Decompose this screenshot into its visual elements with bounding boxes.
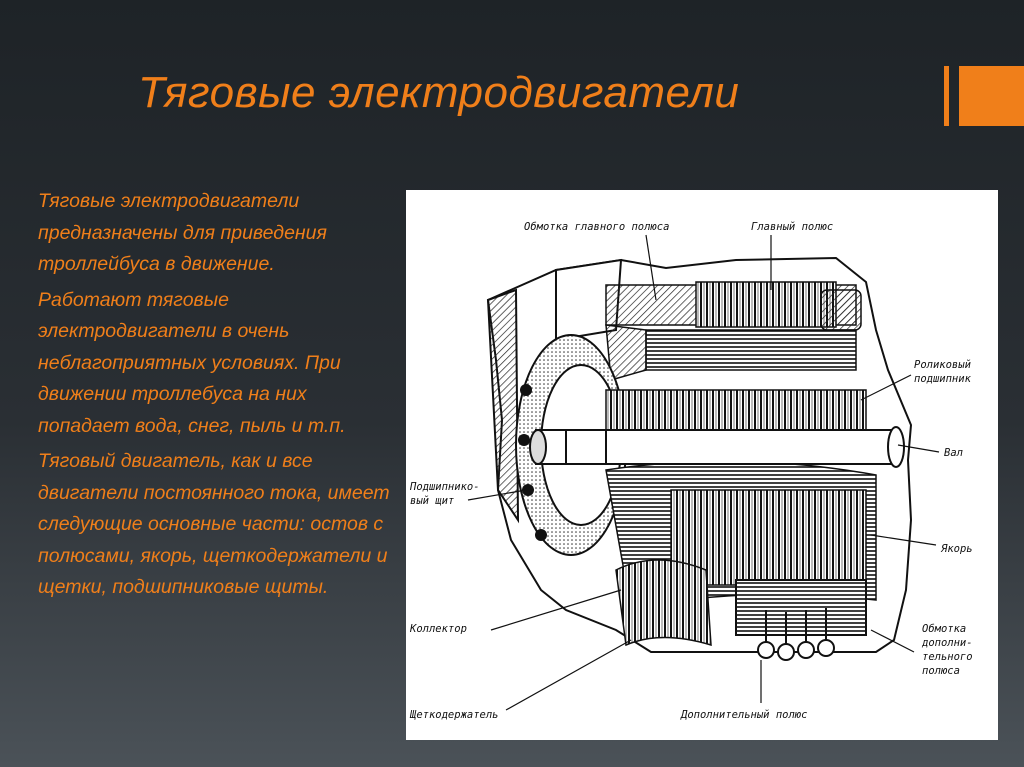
body-text: [38, 186, 400, 608]
label-armature: Якорь: [941, 543, 973, 555]
label-commutator: Коллектор: [410, 623, 467, 635]
label-main-pole: Главный полюс: [751, 221, 834, 233]
top-pole-assembly: [606, 282, 861, 380]
shaft-drawing: [530, 427, 904, 467]
commutator-drawing: [616, 560, 711, 645]
motor-diagram: [406, 190, 998, 740]
paragraph-conditions: Работают тяговые электродвигатели в очень неблагоприятных условиях. При движении троллебуса на них попадает вода, снег, пыль и т.п.: [38, 288, 346, 437]
label-aux-winding-4: полюса: [922, 665, 960, 677]
label-aux-winding-3: тельного: [922, 651, 973, 663]
label-aux-pole: Дополнительный полюс: [681, 709, 808, 721]
accent-thick-bar: [959, 66, 1024, 126]
accent-thin-bar: [944, 66, 949, 126]
slide-title: Тяговые электродвигатели: [138, 68, 740, 117]
label-shaft: Вал: [944, 447, 963, 459]
label-brush-holder: Щеткодержатель: [410, 709, 499, 721]
label-aux-winding-1: Обмотка: [922, 623, 967, 635]
label-bearing-shield-2: вый щит: [410, 495, 455, 507]
accent-bars: [944, 66, 1024, 126]
label-roller-bearing-1: Роликовый: [914, 359, 971, 371]
label-roller-bearing-2: подшипник: [914, 373, 971, 385]
label-main-pole-winding: Обмотка главного полюса: [524, 221, 670, 233]
motor-cutaway-drawing: [406, 190, 998, 740]
paragraph-parts: Тяговый двигатель, как и все двигатели постоянного тока, имеет следующие основные части: остов с полюсами, якорь, щеткодержатели и щетки, подшипниковые щиты.: [38, 450, 390, 598]
label-aux-winding-2: дополни-: [922, 637, 973, 649]
paragraph-purpose: Тяговые электродвигатели предназначены для приведения троллейбуса в движение.: [38, 190, 327, 275]
label-bearing-shield-1: Подшипнико-: [410, 481, 480, 493]
